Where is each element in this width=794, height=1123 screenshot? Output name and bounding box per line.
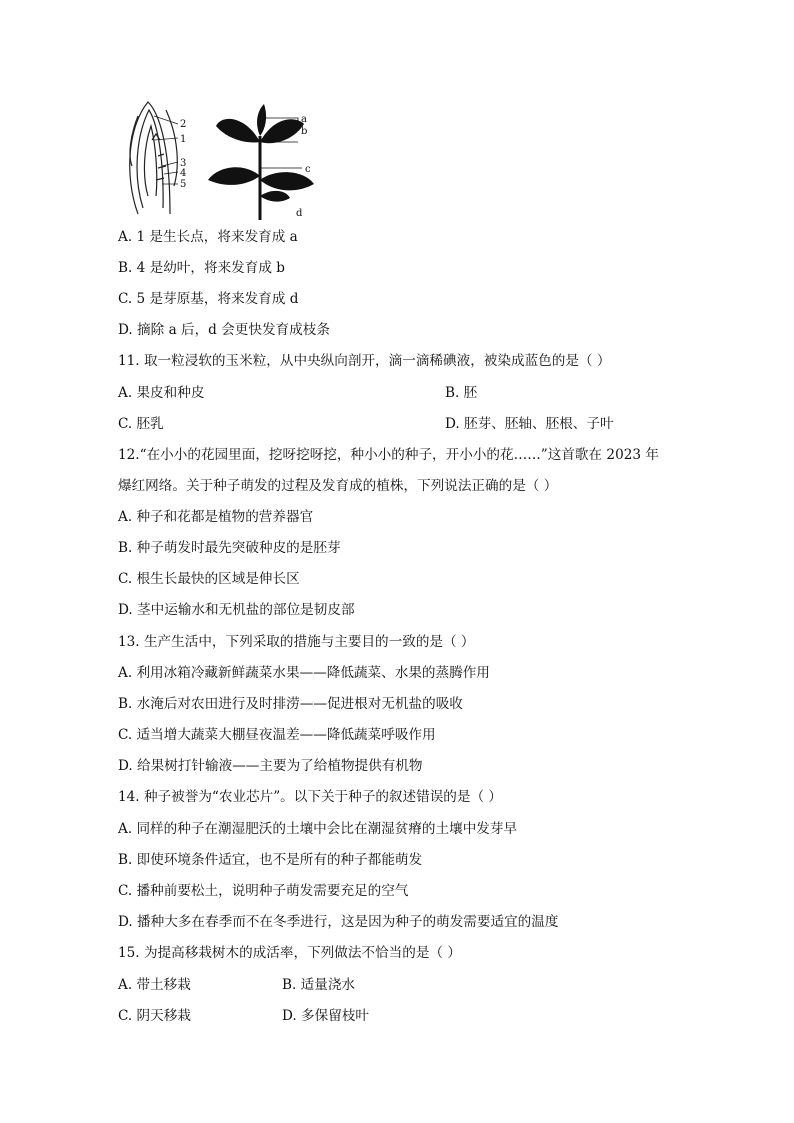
q13-option-d: D. 给果树打针输液——主要为了给植物提供有机物: [118, 758, 423, 774]
q11-option-a: A. 果皮和种皮: [118, 385, 205, 401]
q11-option-b: B. 胚: [445, 385, 478, 401]
q13-option-c: C. 适当增大蔬菜大棚昼夜温差——降低蔬菜呼吸作用: [118, 727, 436, 743]
bud-section-drawing: [130, 102, 178, 214]
q13-option-a: A. 利用冰箱冷藏新鲜蔬菜水果——降低蔬菜、水果的蒸腾作用: [118, 665, 490, 681]
q11-option-d: D. 胚芽、胚轴、胚根、子叶: [445, 416, 614, 432]
q15-option-c: C. 阴天移栽: [118, 1008, 191, 1024]
q12-option-c: C. 根生长最快的区域是伸长区: [118, 571, 300, 587]
q13-option-b: B. 水淹后对农田进行及时排涝——促进根对无机盐的吸收: [118, 696, 463, 712]
q14-option-a: A. 同样的种子在潮湿肥沃的土壤中会比在潮湿贫瘠的土壤中发芽早: [118, 821, 518, 837]
q10-option-b: B. 4 是幼叶，将来发育成 b: [118, 260, 285, 276]
bud-and-branch-figure: [118, 96, 332, 220]
q15-option-d: D. 多保留枝叶: [282, 1008, 370, 1024]
q10-option-a: A. 1 是生长点，将来发育成 a: [118, 229, 298, 245]
q10-option-d: D. 摘除 a 后，d 会更快发育成枝条: [118, 322, 330, 338]
branch-label-a: a: [301, 114, 307, 125]
q12-stem-line2: 爆红网络。关于种子萌发的过程及发育成的植株，下列说法正确的是（ ）: [118, 478, 558, 494]
q14-option-d: D. 播种大多在春季而不在冬季进行，这是因为种子的萌发需要适宜的温度: [118, 914, 559, 930]
bud-label-5: 5: [180, 179, 187, 190]
q10-option-c: C. 5 是芽原基，将来发育成 d: [118, 291, 299, 307]
branch-label-d: d: [296, 208, 303, 219]
q12-option-b: B. 种子萌发时最先突破种皮的是胚芽: [118, 540, 341, 556]
q14-option-b: B. 即使环境条件适宜，也不是所有的种子都能萌发: [118, 852, 423, 868]
branch-label-b: b: [301, 126, 308, 137]
q14-option-c: C. 播种前要松土，说明种子萌发需要充足的空气: [118, 883, 409, 899]
q13-stem: 13. 生产生活中，下列采取的措施与主要目的一致的是（ ）: [118, 634, 475, 650]
q14-stem: 14. 种子被誉为“农业芯片”。以下关于种子的叙述错误的是（ ）: [118, 789, 503, 805]
q11-stem: 11. 取一粒浸软的玉米粒，从中央纵向剖开，滴一滴稀碘液，被染成蓝色的是（ ）: [118, 353, 611, 369]
q12-stem-line1: 12.“在小小的花园里面，挖呀挖呀挖，种小小的种子，开小小的花……”这首歌在 2023 年: [118, 447, 659, 463]
bud-label-1: 1: [180, 134, 187, 145]
branch-label-c: c: [305, 164, 311, 175]
bud-label-3: 3: [180, 158, 187, 169]
q15-option-a: A. 带土移栽: [118, 977, 191, 993]
q12-option-a: A. 种子和花都是植物的营养器官: [118, 509, 314, 525]
figure-svg: [118, 96, 332, 220]
q12-option-d: D. 茎中运输水和无机盐的部位是韧皮部: [118, 602, 355, 618]
bud-label-4: 4: [180, 168, 187, 179]
bud-label-2: 2: [180, 119, 187, 130]
q11-option-c: C. 胚乳: [118, 416, 164, 432]
q15-option-b: B. 适量浇水: [282, 977, 356, 993]
branch-drawing: [208, 104, 314, 220]
q15-stem: 15. 为提高移栽树木的成活率，下列做法不恰当的是（ ）: [118, 945, 461, 961]
